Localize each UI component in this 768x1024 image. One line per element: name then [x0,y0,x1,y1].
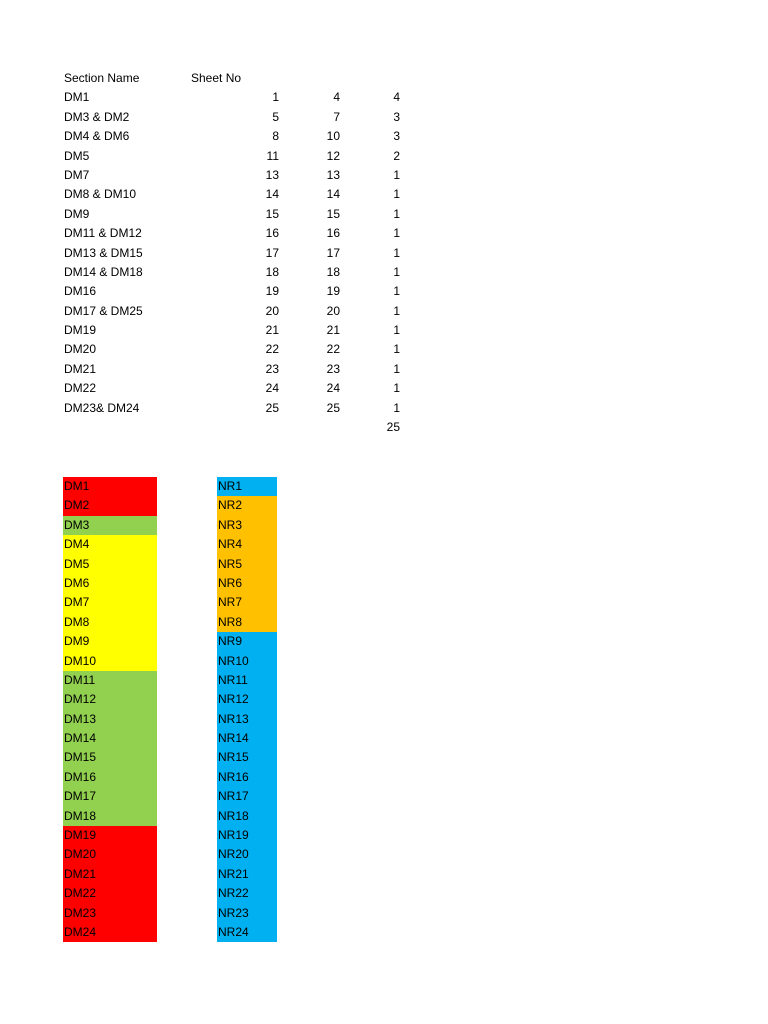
nr-cell: NR19 [217,826,277,845]
dm-cell: DM7 [63,593,157,612]
sheet-end-cell: 19 [326,284,340,299]
dm-cell: DM19 [63,826,157,845]
section-name-cell: DM19 [64,323,97,338]
sheet-start-cell: 13 [265,167,279,182]
dm-cell: DM24 [63,923,157,942]
sheet-end-cell: 14 [326,187,340,202]
sheet-count-cell: 1 [393,323,400,338]
header-section-name: Section Name [64,71,140,85]
dm-cell: DM2 [63,496,157,515]
dm-cell: DM18 [63,807,157,826]
header-sheet-no: Sheet No [191,71,242,85]
dm-cell: DM9 [63,632,157,651]
sheet-count-cell: 1 [393,264,400,279]
sheet-count-cell: 3 [393,129,400,144]
dm-cell: DM8 [63,613,157,632]
sheet-end-cell: 20 [326,303,340,318]
sheet-end-cell: 7 [333,109,340,124]
sheet-count-cell: 3 [393,109,400,124]
sheet-count-cell: 2 [393,148,400,163]
section-name-cell: DM17 & DM25 [64,303,143,318]
nr-cell: NR16 [217,768,277,787]
dm-cell: DM20 [63,845,157,864]
sheet-start-cell: 11 [266,148,279,163]
sheet-count-cell: 1 [393,381,400,396]
dm-cell: DM14 [63,729,157,748]
sheet-start-cell: 25 [265,400,279,415]
dm-cell: DM3 [63,516,157,535]
dm-cell: DM22 [63,884,157,903]
sheet-start-cell: 24 [265,381,279,396]
dm-cell: DM13 [63,710,157,729]
section-name-cell: DM3 & DM2 [64,109,130,124]
nr-cell: NR2 [217,496,277,515]
nr-cell: NR14 [217,729,277,748]
sheet-end-cell: 18 [326,264,340,279]
dm-cell: DM16 [63,768,157,787]
nr-cell: NR8 [217,613,277,632]
nr-cell: NR6 [217,574,277,593]
sheet-count-cell: 1 [393,206,400,221]
section-name-cell: DM21 [64,361,97,376]
sheet-count-cell: 4 [393,90,400,105]
sheet-end-cell: 17 [326,245,340,260]
sheet-end-cell: 25 [326,400,340,415]
section-name-cell: DM1 [64,90,90,105]
section-name-cell: DM16 [64,284,97,299]
dm-cell: DM11 [63,671,157,690]
dm-cell: DM4 [63,535,157,554]
sheet-start-cell: 5 [272,109,279,124]
section-name-cell: DM7 [64,167,90,182]
section-name-cell: DM22 [64,381,97,396]
sheet-start-cell: 20 [265,303,279,318]
dm-cell: DM21 [63,865,157,884]
sheet-start-cell: 22 [265,342,279,357]
sheet-end-cell: 13 [326,167,340,182]
nr-cell: NR24 [217,923,277,942]
sheet-count-cell: 1 [393,284,400,299]
sheet-end-cell: 23 [326,361,340,376]
sheet-end-cell: 16 [326,226,340,241]
sheet-count-cell: 1 [393,342,400,357]
section-name-cell: DM14 & DM18 [64,264,143,279]
sheet-start-cell: 18 [265,264,279,279]
total-count: 25 [386,420,400,435]
nr-color-column [217,477,277,942]
sheet-start-cell: 1 [272,90,279,105]
sheet-count-cell: 1 [393,303,400,318]
nr-cell: NR5 [217,555,277,574]
sheet-end-cell: 12 [326,148,340,163]
nr-cell: NR4 [217,535,277,554]
sheet-end-cell: 22 [326,342,340,357]
sheet-count-cell: 1 [393,226,400,241]
sheet-end-cell: 21 [326,323,340,338]
sheet-end-cell: 4 [333,90,340,105]
sheet-start-cell: 8 [272,129,279,144]
nr-cell: NR15 [217,748,277,767]
sheet-start-cell: 21 [265,323,279,338]
nr-cell: NR7 [217,593,277,612]
dm-cell: DM17 [63,787,157,806]
sheet-start-cell: 17 [265,245,279,260]
nr-cell: NR3 [217,516,277,535]
sheet-count-cell: 1 [393,361,400,376]
sheet-start-cell: 16 [265,226,279,241]
dm-cell: DM10 [63,652,157,671]
nr-cell: NR11 [217,671,277,690]
nr-cell: NR12 [217,690,277,709]
nr-cell: NR23 [217,904,277,923]
dm-color-column [63,477,157,942]
sheet-count-cell: 1 [393,245,400,260]
sheet-end-cell: 10 [326,129,340,144]
sheet-count-cell: 1 [393,167,400,182]
section-name-cell: DM23& DM24 [64,400,140,415]
nr-cell: NR20 [217,845,277,864]
dm-cell: DM23 [63,904,157,923]
section-name-cell: DM4 & DM6 [64,129,130,144]
sheet-start-cell: 14 [265,187,279,202]
nr-cell: NR10 [217,652,277,671]
sheet-end-cell: 15 [326,206,340,221]
section-name-cell: DM11 & DM12 [64,226,142,241]
section-name-cell: DM20 [64,342,97,357]
nr-cell: NR9 [217,632,277,651]
section-name-cell: DM5 [64,148,90,163]
dm-cell: DM6 [63,574,157,593]
sheet-start-cell: 23 [265,361,279,376]
sheet-start-cell: 19 [265,284,279,299]
dm-cell: DM1 [63,477,157,496]
sheet-start-cell: 15 [265,206,279,221]
dm-cell: DM12 [63,690,157,709]
section-name-cell: DM8 & DM10 [64,187,137,202]
nr-cell: NR17 [217,787,277,806]
nr-cell: NR13 [217,710,277,729]
dm-cell: DM15 [63,748,157,767]
nr-cell: NR18 [217,807,277,826]
sheet-count-cell: 1 [393,400,400,415]
nr-cell: NR21 [217,865,277,884]
sheet-count-cell: 1 [393,187,400,202]
nr-cell: NR1 [217,477,277,496]
nr-cell: NR22 [217,884,277,903]
section-name-cell: DM13 & DM15 [64,245,143,260]
section-name-cell: DM9 [64,206,90,221]
dm-cell: DM5 [63,555,157,574]
sheet-end-cell: 24 [326,381,340,396]
